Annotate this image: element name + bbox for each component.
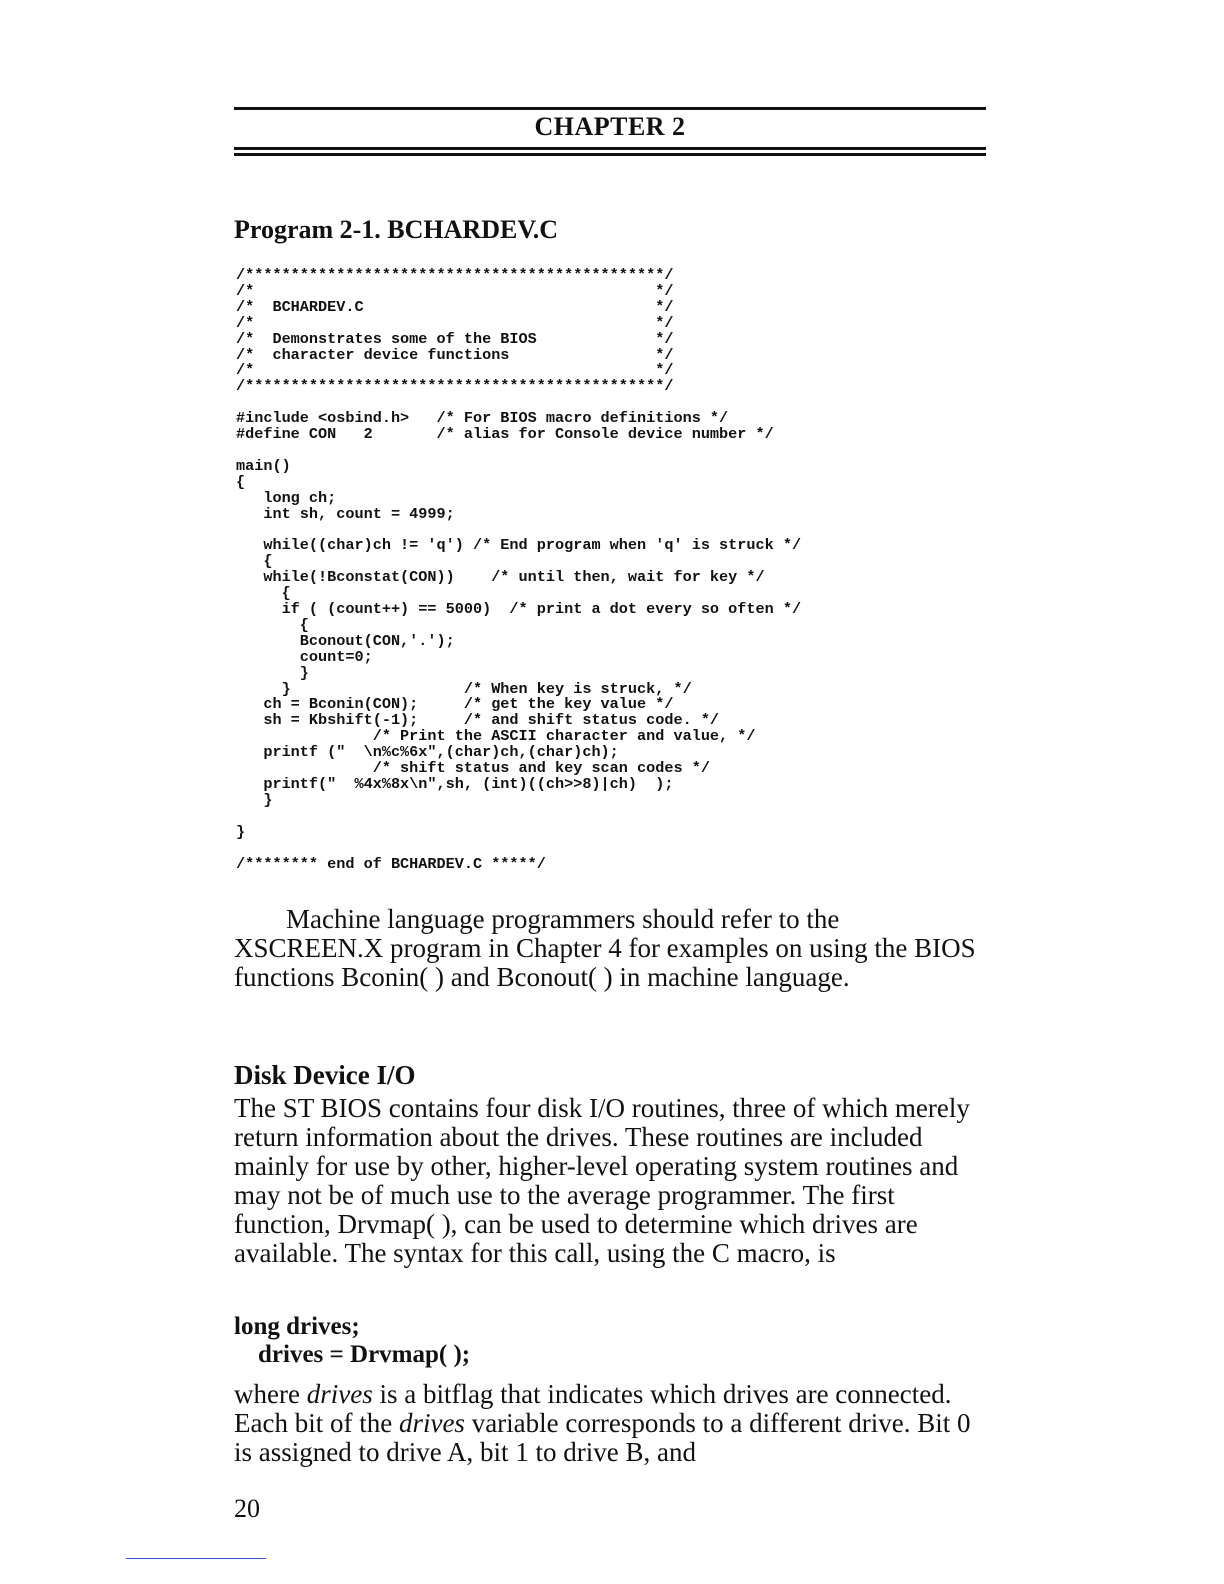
code-line: } (236, 790, 273, 809)
code-line: count=0; (236, 647, 373, 666)
paragraph-drives-bitflag (234, 1380, 994, 1467)
code-line: { (236, 472, 246, 491)
code-line: printf(" %4x%8x\n",sh, (int)((ch>>8)|ch) ); (236, 775, 674, 793)
code-line: /* Print the ASCII character and value, */ (236, 727, 756, 746)
section-heading-disk-io: Disk Device I/O (234, 1060, 416, 1090)
syntax-call: drives = Drvmap( ); (258, 1341, 471, 1368)
chapter-heading: CHAPTER 2 (534, 112, 686, 141)
code-line: #include <osbind.h> /* For BIOS macro definitions */ (236, 409, 729, 428)
code-line: while((char)ch != 'q') /* End program when 'q' is struck */ (236, 536, 802, 555)
code-line: /* character device functions */ (236, 345, 674, 364)
code-line: if ( (count++) == 5000) /* print a dot every so often */ (236, 600, 802, 619)
code-line: { (236, 584, 291, 603)
code-line: main() (236, 456, 291, 475)
code-line: } /* When key is struck, */ (236, 679, 692, 698)
code-line: /* shift status and key scan codes */ (236, 759, 710, 778)
code-line: /******** end of BCHARDEV.C *****/ (236, 854, 546, 873)
code-line: { (236, 615, 309, 634)
text-run: is a bitflag that indicates which drives are connected. Each bit of the (234, 1379, 952, 1438)
code-line: { (236, 552, 273, 571)
code-line: } (236, 822, 246, 841)
paragraph-disk-io: The ST BIOS contains four disk I/O routines, three of which merely return information about the drives. These routines are included mainly for use by other, higher-level operating system routines and may not be of much use to the average programmer. The first function, Drvmap( ), can be used to determine which drives are available. The syntax for this call, using the C macro, is (234, 1093, 970, 1268)
code-line: /**********************************************/ (236, 377, 674, 396)
header-rule-top (234, 107, 986, 110)
code-line: while(!Bconstat(CON)) /* until then, wait for key */ (236, 568, 765, 587)
code-line: ch = Bconin(CON); /* get the key value */ (236, 695, 674, 714)
variable-emphasis: drives (398, 1408, 465, 1438)
header-rule-bottom-double (234, 153, 986, 156)
code-line: /* */ (236, 361, 674, 380)
program-title: Program 2-1. BCHARDEV.C (234, 215, 559, 244)
code-line: /* */ (236, 281, 674, 300)
code-line: /**********************************************/ (236, 266, 674, 284)
header-rule-bottom (234, 147, 986, 150)
code-line: } (236, 663, 309, 682)
code-line: /* BCHARDEV.C */ (236, 297, 674, 316)
page-number: 20 (234, 1494, 260, 1523)
code-line: /* Demonstrates some of the BIOS */ (236, 329, 674, 348)
text-run: where (234, 1379, 307, 1409)
code-line: #define CON 2 /* alias for Console device number */ (236, 425, 774, 444)
code-line: long ch; (236, 488, 337, 507)
footer-rule (126, 1558, 266, 1559)
code-line: sh = Kbshift(-1); /* and shift status code. */ (236, 711, 720, 730)
code-line: printf (" \n%c%6x",(char)ch,(char)ch); (236, 743, 619, 762)
variable-emphasis: drives (306, 1379, 373, 1409)
code-line: /* */ (236, 313, 674, 332)
code-listing (236, 268, 801, 872)
syntax-declaration: long drives; (234, 1313, 360, 1340)
code-line: int sh, count = 4999; (236, 504, 455, 523)
paragraph-machine-language: Machine language programmers should refer to the XSCREEN.X program in Chapter 4 for examples on using the BIOS functions Bconin( ) and Bconout( ) in machine language. (234, 904, 976, 992)
code-line: Bconout(CON,'.'); (236, 631, 455, 650)
text-run: variable corresponds to a different drive. Bit 0 is assigned to drive A, bit 1 to drive B, and (234, 1408, 971, 1467)
